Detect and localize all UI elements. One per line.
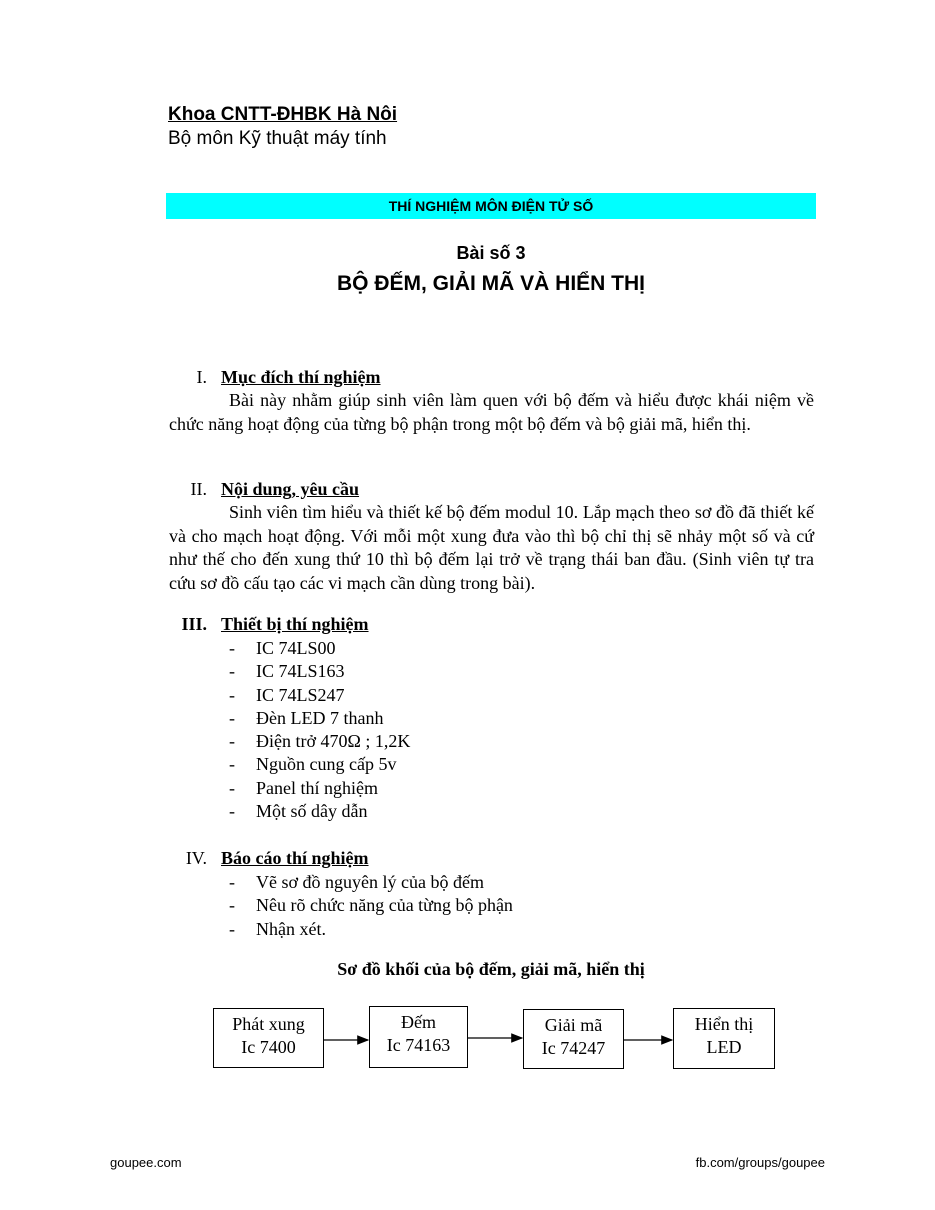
course-banner [166, 193, 816, 219]
list-item: - IC 74LS163 [229, 661, 345, 682]
section-number: III. [181, 614, 207, 634]
list-item: - Panel thí nghiệm [229, 777, 378, 798]
list-item: - IC 74LS247 [229, 684, 345, 705]
list-item: - Điện trở 470Ω ; 1,2K [229, 731, 411, 752]
list-item: - IC 74LS00 [229, 638, 336, 658]
section-number: I. [196, 367, 207, 387]
diagram-title: Sơ đồ khối của bộ đếm, giải mã, hiển thị [337, 959, 645, 979]
block-label: Giải mã [544, 1015, 603, 1035]
department-name: Bộ môn Kỹ thuật máy tính [168, 128, 387, 149]
list-item: - Đèn LED 7 thanh [229, 707, 384, 728]
section-title: Báo cáo thí nghiệm [221, 848, 369, 868]
block-sublabel: Ic 74163 [386, 1035, 451, 1055]
block-sublabel: LED [706, 1037, 742, 1057]
footer-right-link[interactable]: fb.com/groups/goupee [695, 1155, 825, 1170]
course-banner-text: THÍ NGHIỆM MÔN ĐIỆN TỬ SỐ [388, 198, 594, 214]
block-label: Đếm [401, 1012, 436, 1032]
section-1-body [169, 389, 814, 436]
block-decoder [523, 1009, 624, 1069]
section-number: II. [190, 479, 207, 499]
section-1-text: Bài này nhằm giúp sinh viên làm quen với bộ đếm và hiểu được khái niệm về chức năng hoạt động của từng bộ phận trong một bộ đếm và bộ giải mã, hiển thị. [169, 390, 814, 434]
lesson-title: BỘ ĐẾM, GIẢI MÃ VÀ HIỂN THỊ [336, 272, 645, 295]
block-label: Hiển thị [694, 1014, 754, 1034]
section-title: Nội dung, yêu cầu [221, 479, 360, 499]
list-item: - Một số dây dẫn [229, 801, 368, 822]
list-item: - Vẽ sơ đồ nguyên lý của bộ đếm [229, 872, 484, 892]
block-counter [369, 1006, 468, 1068]
block-sublabel: Ic 74247 [541, 1038, 606, 1058]
section-title: Thiết bị thí nghiệm [221, 614, 369, 634]
list-item: - Nhận xét. [229, 918, 326, 939]
lesson-number: Bài số 3 [456, 243, 526, 263]
block-label: Phát xung [232, 1014, 305, 1034]
section-title: Mục đích thí nghiệm [221, 367, 381, 387]
report-list [229, 871, 513, 941]
block-display [673, 1008, 775, 1069]
footer-left-link[interactable]: goupee.com [110, 1155, 182, 1170]
block-sublabel: Ic 7400 [241, 1037, 296, 1057]
section-number: IV. [185, 848, 207, 868]
faculty-name: Khoa CNTT-ĐHBK Hà Nôi [168, 104, 398, 125]
section-2-body [169, 501, 814, 595]
equipment-list [229, 637, 410, 823]
list-item: - Nguồn cung cấp 5v [229, 754, 397, 775]
list-item: - Nêu rõ chức năng của từng bộ phận [229, 895, 513, 916]
block-pulse-generator [213, 1008, 324, 1068]
section-2-text: Sinh viên tìm hiểu và thiết kế bộ đếm modul 10. Lắp mạch theo sơ đồ đã thiết kế và cho mạch hoạt động. Với mỗi một xung đưa vào thì bộ chỉ thị sẽ nhảy một số và cứ như thế cho đến xung thứ 10 thì bộ đếm lại trở về trạng thái ban đầu. (Sinh viên tự tra cứu sơ đồ cấu tạo các vi mạch cần dùng trong bài). [169, 502, 814, 593]
